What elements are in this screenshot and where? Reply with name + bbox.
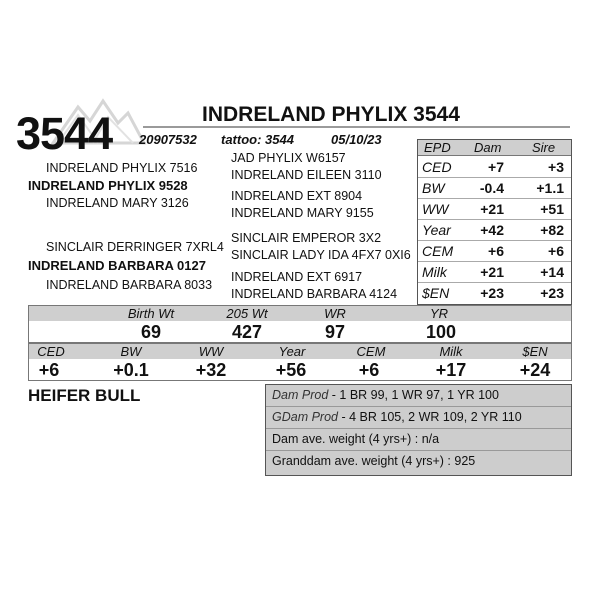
perf-value-205-wt: 427 — [231, 322, 263, 342]
epd-table — [417, 139, 572, 305]
epd-value-cem: +6 — [358, 360, 380, 380]
animal-name: INDRELAND PHYLIX 3544 — [202, 103, 460, 126]
gdam-prod-value: - 4 BR 105, 2 WR 109, 2 YR 110 — [338, 410, 522, 424]
perf-label-birth-wt: Birth Wt — [127, 306, 175, 321]
epd-dam-value: +21 — [480, 264, 504, 280]
epd-label-ced: CED — [37, 344, 65, 359]
epd-value-ww: +32 — [195, 360, 227, 380]
epd-row — [418, 283, 571, 303]
epd-row — [418, 157, 571, 178]
perf-value-wr: 97 — [324, 322, 346, 342]
epd-value-ced: +6 — [38, 360, 60, 380]
dam-weight: Dam ave. weight (4 yrs+) : n/a — [272, 432, 440, 446]
performance-band — [28, 305, 572, 343]
epd-sire-value: +51 — [540, 201, 564, 217]
epd-sire-value: +6 — [548, 243, 564, 259]
pedigree-sss: JAD PHYLIX W6157 — [231, 151, 346, 165]
epd-dam-value: +23 — [480, 285, 504, 301]
epd-dam-value: +42 — [480, 222, 504, 238]
epd-row-label: Year — [422, 222, 451, 238]
pedigree-ssd: INDRELAND EILEEN 3110 — [231, 168, 382, 182]
dam-prod-row — [266, 385, 571, 407]
epd-row — [418, 220, 571, 241]
epd-sire-value: +82 — [540, 222, 564, 238]
epd-label-year: Year — [278, 344, 306, 359]
epd-row-label: CEM — [422, 243, 454, 259]
epd-header-dam: Dam — [474, 140, 502, 155]
epd-value-en: +24 — [519, 360, 551, 380]
epd-label-bw: BW — [120, 344, 142, 359]
epd-row-label: WW — [422, 201, 449, 217]
epd-row-label: $EN — [422, 285, 450, 301]
epd-label-milk: Milk — [439, 344, 463, 359]
epd-header-sire: Sire — [532, 140, 556, 155]
epd-header-epd: EPD — [424, 140, 451, 155]
epd-sire-value: +14 — [540, 264, 564, 280]
animal-epd-band — [28, 343, 572, 381]
perf-label-205-wt: 205 Wt — [226, 306, 268, 321]
pedigree-sire: INDRELAND PHYLIX 9528 — [28, 178, 188, 193]
dam-weight-row — [266, 429, 571, 451]
animal-epd-labels — [29, 344, 571, 359]
production-box — [265, 384, 572, 476]
dam-prod-value: - 1 BR 99, 1 WR 97, 1 YR 100 — [328, 388, 499, 402]
lot-number: 3544 — [16, 108, 113, 159]
epd-sire-value: +3 — [548, 159, 564, 175]
perf-label-wr: WR — [324, 306, 346, 321]
pedigree-sire-dam: INDRELAND MARY 3126 — [46, 196, 189, 210]
epd-label-ww: WW — [198, 344, 224, 359]
title-divider — [143, 126, 570, 128]
pedigree-dsd: SINCLAIR LADY IDA 4FX7 0XI6 — [231, 248, 411, 262]
pedigree-dss: SINCLAIR EMPEROR 3X2 — [231, 231, 382, 245]
epd-table-header — [418, 140, 571, 156]
epd-value-milk: +17 — [435, 360, 467, 380]
epd-value-year: +56 — [275, 360, 307, 380]
pedigree-dam-sire: SINCLAIR DERRINGER 7XRL4 — [46, 240, 224, 254]
epd-label-en: $EN — [522, 344, 548, 359]
gdam-prod-row — [266, 407, 571, 429]
granddam-weight-row — [266, 451, 571, 472]
pedigree-dam: INDRELAND BARBARA 0127 — [28, 258, 206, 273]
performance-labels — [29, 306, 571, 321]
granddam-weight: Granddam ave. weight (4 yrs+) : 925 — [272, 454, 476, 468]
epd-label-cem: CEM — [356, 344, 386, 359]
epd-value-bw: +0.1 — [113, 360, 149, 380]
gdam-prod-label: GDam Prod — [272, 410, 338, 424]
epd-dam-value: -0.4 — [479, 180, 504, 196]
pedigree-ddd: INDRELAND BARBARA 4124 — [231, 287, 398, 301]
epd-sire-value: +1.1 — [536, 180, 564, 196]
epd-dam-value: +6 — [488, 243, 504, 259]
perf-label-yr: YR — [429, 306, 449, 321]
perf-value-yr: 100 — [425, 322, 457, 342]
epd-row — [418, 262, 571, 283]
epd-dam-value: +7 — [488, 159, 504, 175]
epd-sire-value: +23 — [540, 285, 564, 301]
pedigree-dam-dam: INDRELAND BARBARA 8033 — [46, 278, 213, 292]
epd-row-label: Milk — [422, 264, 447, 280]
birth-date: 05/10/23 — [331, 132, 382, 147]
pedigree-sds: INDRELAND EXT 8904 — [231, 189, 363, 203]
pedigree-sdd: INDRELAND MARY 9155 — [231, 206, 374, 220]
epd-row-label: CED — [422, 159, 452, 175]
tattoo: tattoo: 3544 — [221, 132, 294, 147]
category-label: HEIFER BULL — [28, 386, 141, 405]
perf-value-birth-wt: 69 — [140, 322, 162, 342]
epd-row — [418, 241, 571, 262]
epd-row — [418, 199, 571, 220]
epd-row — [418, 178, 571, 199]
epd-dam-value: +21 — [480, 201, 504, 217]
epd-row-label: BW — [422, 180, 445, 196]
dam-prod-label: Dam Prod — [272, 388, 329, 402]
registration-number: 20907532 — [139, 132, 197, 147]
pedigree-sire-sire: INDRELAND PHYLIX 7516 — [46, 161, 198, 175]
pedigree-dds: INDRELAND EXT 6917 — [231, 270, 363, 284]
